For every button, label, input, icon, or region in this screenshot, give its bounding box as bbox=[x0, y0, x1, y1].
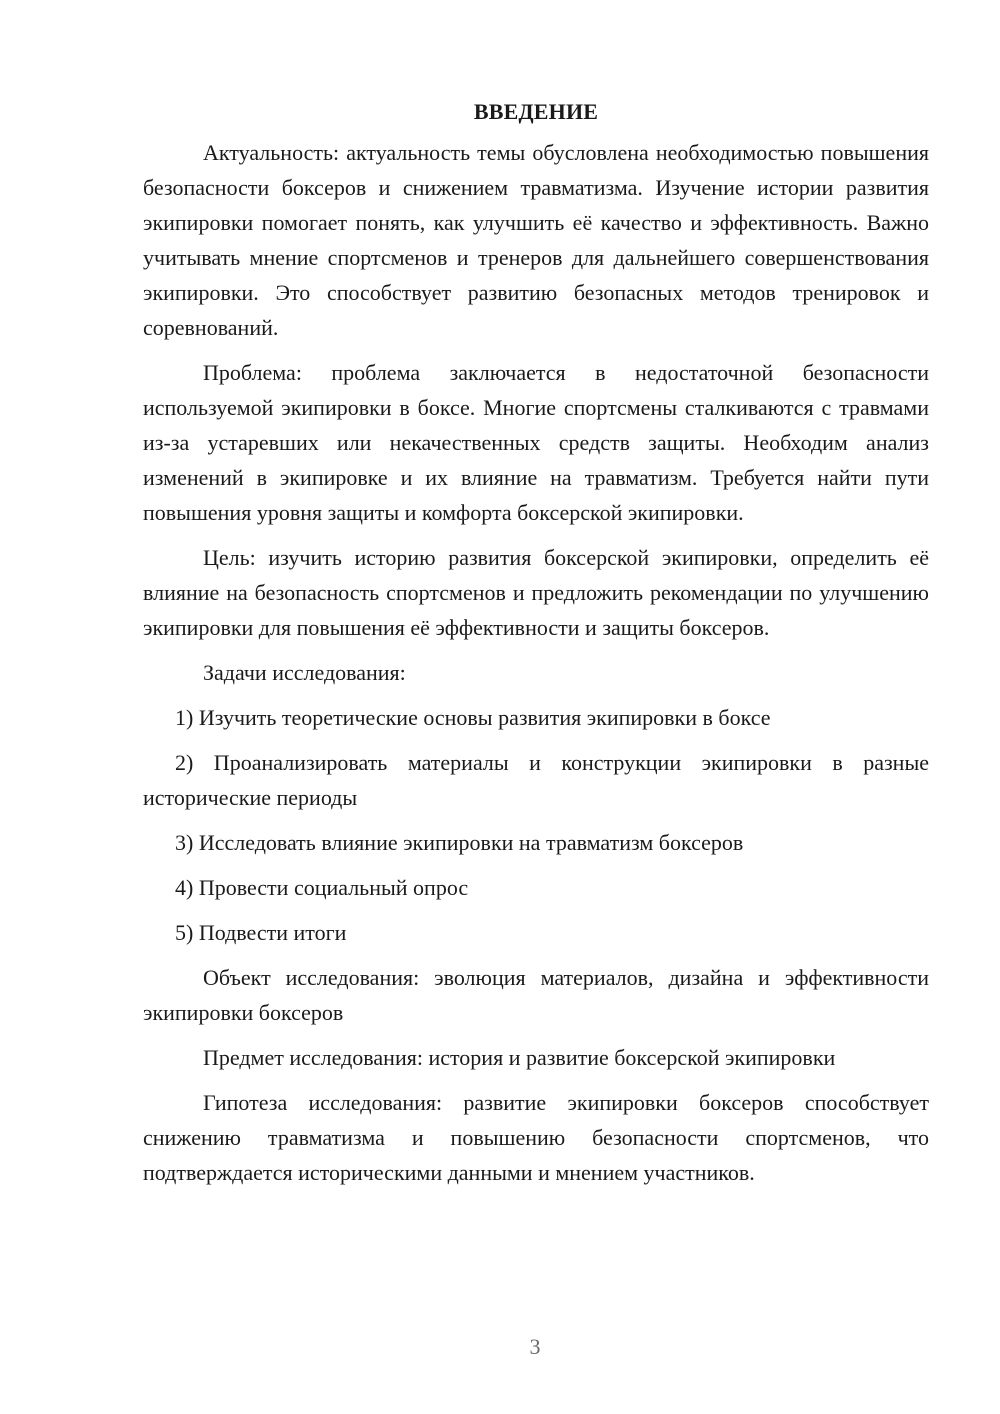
task-item-5: 5) Подвести итоги bbox=[175, 920, 347, 945]
page-title: ВВЕДЕНИЕ bbox=[473, 99, 599, 124]
task-item-3: 3) Исследовать влияние экипировки на травматизм боксеров bbox=[175, 830, 744, 855]
paragraph-problem: Проблема: проблема заключается в недостаточной безопасности используемой экипировки в боксе. Многие спортсмены сталкиваются с травмами из-за устаревших или некачественных средств защиты. Необходим анализ изменений в экипировке и их влияние на травматизм. Требуется найти пути повышения уровня защиты и комфорта боксерской экипировки. bbox=[143, 360, 929, 525]
paragraph-subject: Предмет исследования: история и развитие боксерской экипировки bbox=[203, 1045, 836, 1070]
tasks-heading: Задачи исследования: bbox=[203, 660, 406, 685]
paragraph-relevance: Актуальность: актуальность темы обусловлена необходимостью повышения безопасности боксеров и снижением травматизма. Изучение истории развития экипировки помогает понять, как улучшить её качество и эффективность. Важно учитывать мнение спортсменов и тренеров для дальнейшего совершенствования экипировки. Это способствует развитию безопасных методов тренировок и соревнований. bbox=[143, 140, 929, 340]
page-number: 3 bbox=[529, 1334, 541, 1359]
page-content bbox=[143, 94, 929, 1200]
task-item-2: 2) Проанализировать материалы и конструкции экипировки в разные исторические периоды bbox=[143, 750, 929, 810]
paragraph-goal: Цель: изучить историю развития боксерской экипировки, определить её влияние на безопасность спортсменов и предложить рекомендации по улучшению экипировки для повышения её эффективности и защиты боксеров. bbox=[143, 545, 929, 640]
task-item-4: 4) Провести социальный опрос bbox=[175, 875, 469, 900]
task-item-1: 1) Изучить теоретические основы развития экипировки в боксе bbox=[175, 705, 771, 730]
paragraph-object: Объект исследования: эволюция материалов, дизайна и эффективности экипировки боксеров bbox=[143, 965, 929, 1025]
paragraph-hypothesis: Гипотеза исследования: развитие экипировки боксеров способствует снижению травматизма и повышению безопасности спортсменов, что подтверждается историческими данными и мнением участников. bbox=[143, 1090, 929, 1185]
